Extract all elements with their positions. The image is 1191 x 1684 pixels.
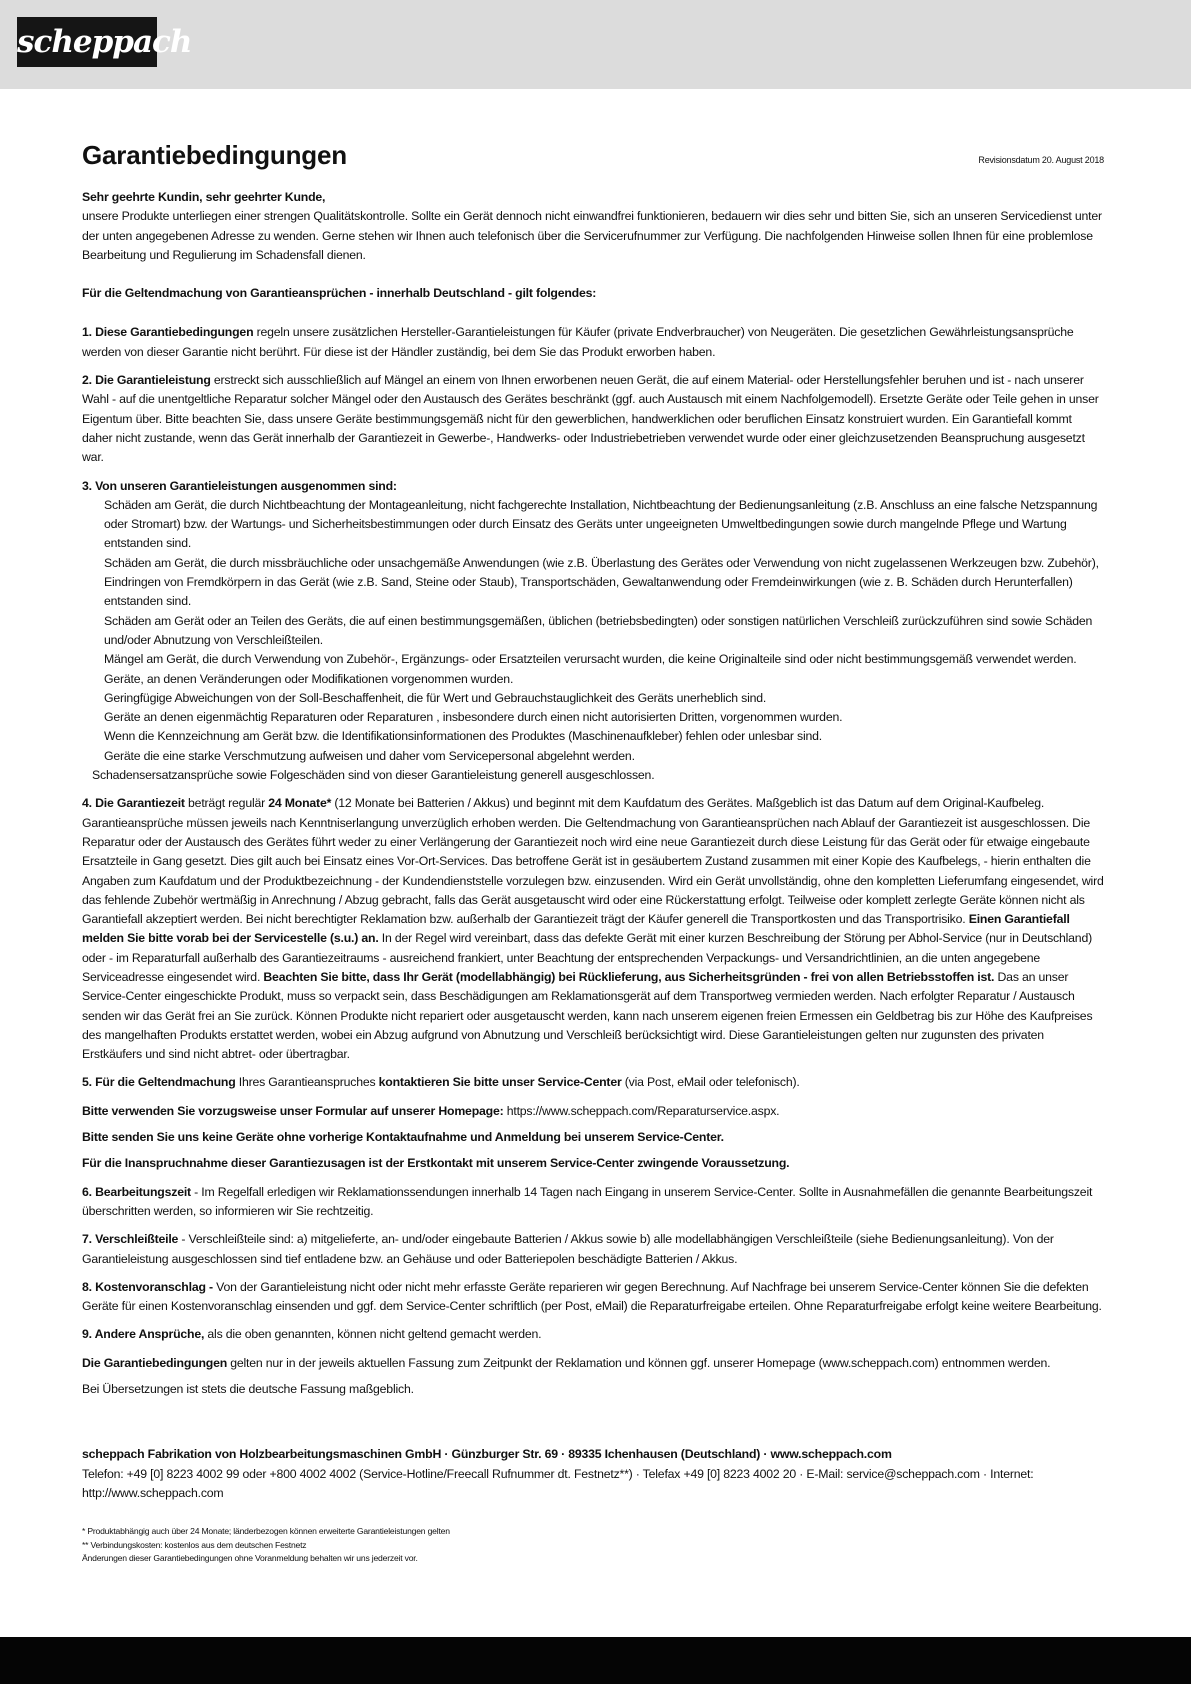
list-item: Mängel am Gerät, die durch Verwendung von Zubehör-, Ergänzungs- oder Ersatzteilen verursacht wurden, die keine Originalteile sind oder nicht bestimmungsgemäß verwendet werden.: [104, 652, 1077, 667]
company-footer: [82, 1445, 1104, 1503]
first-contact-note: Für die Inanspruchnahme dieser Garantiezusagen ist der Erstkontakt mit unserem Service-Center zwingende Voraussetzung.: [82, 1156, 790, 1171]
title-row: [82, 134, 1104, 170]
company-contact: Telefon: +49 [0] 8223 4002 99 oder +800 4002 4002 (Service-Hotline/Freecall Rufnummer dt. Festnetz**) · Telefax +49 [0] 8223 4002 20 · E-Mail: service@scheppach.com · Internet: http://www.scheppach.com: [82, 1466, 1034, 1500]
section-6: 6. Bearbeitungszeit - Im Regelfall erledigen wir Reklamationssendungen innerhalb 14 Tagen nach Eingang in unserem Service-Center. Sollte in Ausnahmefällen die genannte Bearbeitungszeit überschritten werden, so informieren wir Sie rechtzeitig.: [82, 1184, 1093, 1218]
exclusions-summary: Schadensersatzansprüche sowie Folgeschäden sind von dieser Garantieleistung generell ausgeschlossen.: [92, 768, 655, 783]
scheppach-logo: scheppach: [17, 17, 157, 67]
revision-date: Revisionsdatum 20. August 2018: [978, 155, 1104, 165]
page-title: Garantiebedingungen: [82, 140, 347, 170]
section-8: 8. Kostenvoranschlag - Von der Garantieleistung nicht oder nicht mehr erfasste Geräte reparieren wir gegen Berechnung. Auf Nachfrage bei unserem Service-Center können Sie die defekten Geräte für einen Kostenvoranschlag einsenden und ggf. dem Service-Center schriftlich (per Post, eMail) die Reparaturfreigabe erteilen. Ohne Reparaturfreigabe erfolgt keine weitere Bearbeitung.: [82, 1279, 1102, 1314]
section-5: 5. Für die Geltendmachung Ihres Garantieanspruches kontaktieren Sie bitte unser Service-Center (via Post, eMail oder telefonisch).: [82, 1075, 800, 1090]
repair-form-link[interactable]: https://www.scheppach.com/Reparaturservice.aspx.: [503, 1103, 780, 1118]
footnotes: [82, 1525, 1104, 1566]
exclusions-list: [82, 496, 1104, 766]
section-1: 1. Diese Garantiebedingungen regeln unsere zusätzlichen Hersteller-Garantieleistungen für Käufer (private Endverbraucher) von Neugeräten. Die gesetzlichen Gewährleistungsansprüche werden von dieser Garantie nicht berührt. Für diese ist der Händler zuständig, bei dem Sie das Produkt erworben haben.: [82, 325, 1074, 359]
section-3-title: 3. Von unseren Garantieleistungen ausgenommen sind:: [82, 478, 397, 493]
greeting: Sehr geehrte Kundin, sehr geehrter Kunde,: [82, 190, 326, 204]
footnote: Änderungen dieser Garantiebedingungen ohne Voranmeldung behalten wir uns jederzeit vor.: [82, 1553, 418, 1564]
header-bar: [0, 0, 1191, 89]
list-item: Geräte die eine starke Verschmutzung aufweisen und daher vom Servicepersonal abgelehnt werden.: [104, 748, 635, 763]
document-body: [82, 134, 1104, 1566]
validity-note: Die Garantiebedingungen gelten nur in der jeweils aktuellen Fassung zum Zeitpunkt der Reklamation und können ggf. unserer Homepage (www.scheppach.com) entnommen werden.: [82, 1355, 1051, 1370]
footer-bar: [0, 1637, 1191, 1684]
list-item: Geringfügige Abweichungen von der Soll-Beschaffenheit, die für Wert und Gebrauchstauglichkeit des Geräts unerheblich sind.: [104, 690, 767, 705]
footnote: * Produktabhängig auch über 24 Monate; länderbezogen können erweiterte Garantieleistungen gelten: [82, 1526, 450, 1537]
homepage-note: Bitte verwenden Sie vorzugsweise unser Formular auf unserer Homepage: https://www.scheppach.com/Reparaturservice.aspx.: [82, 1103, 780, 1118]
section-9: 9. Andere Ansprüche, als die oben genannten, können nicht geltend gemacht werden.: [82, 1327, 542, 1342]
list-item: Wenn die Kennzeichnung am Gerät bzw. die Identifikationsinformationen des Produktes (Maschinenaufkleber) fehlen oder unlesbar sind.: [104, 729, 822, 744]
list-item: Schäden am Gerät, die durch missbräuchliche oder unsachgemäße Anwendungen (wie z.B. Überlastung des Gerätes oder Verwendung von nicht zugelassenen Werkzeugen bzw. Zubehör), Eindringen von Fremdkörpern in das Gerät (wie z.B. Sand, Steine oder Staub), Transportschäden, Gewaltanwendung oder Fremdeinwirkungen (wie z. B. Schäden durch Herunterfallen) entstanden sind.: [104, 555, 1099, 609]
translation-note: Bei Übersetzungen ist stets die deutsche Fassung maßgeblich.: [82, 1382, 414, 1397]
section-2: 2. Die Garantieleistung erstreckt sich ausschließlich auf Mängel an einem von Ihnen erworbenen neuen Gerät, die auf einem Material- oder Herstellungsfehler beruhen und ist - nach unserer Wahl - auf die unentgeltliche Reparatur solcher Mängel oder den Austausch des Gerätes beschränkt (ggf. auch Austausch mit einem Nachfolgemodell). Ersetzte Geräte oder Teile gehen in unser Eigentum über. Bitte beachten Sie, dass unsere Geräte bestimmungsgemäß nicht für den gewerblichen, handwerklichen oder beruflichen Einsatz konstruiert wurden. Ein Garantiefall kommt daher nicht zustande, wenn das Gerät innerhalb der Garantiezeit in Gewerbe-, Handwerks- oder Industriebetrieben verwendet wurde oder einer gleichzusetzenden Beanspruchung ausgesetzt war.: [82, 373, 1099, 465]
section-4: 4. Die Garantiezeit beträgt regulär 24 Monate* (12 Monate bei Batterien / Akkus) und beginnt mit dem Kaufdatum des Gerätes. Maßgeblich ist das Datum auf dem Original-Kaufbeleg. Garantieansprüche müssen jeweils nach Kenntniserlangung unverzüglich erhoben werden. Die Geltendmachung von Garantieansprüchen nach Ablauf der Garantiezeit ist ausgeschlossen. Die Reparatur oder der Austausch des Gerätes führt weder zu einer Verlängerung der Garantiezeit noch wird eine neue Garantiezeit durch diese Leistung für das Gerät oder für etwaige eingebaute Ersatzteile in Gang gesetzt. Dies gilt auch bei Einsatz eines Vor-Ort-Services. Das betroffene Gerät ist in gesäubertem Zustand zusammen mit einer Kopie des Kaufbelegs, - hierin enthalten die Angaben zum Kaufdatum und der Produktbezeichnung - der Kundendienststelle vorzulegen bzw. einzusenden. Wird ein Gerät unvollständig, ohne den kompletten Lieferumfang eingesendet, wird das fehlende Zubehör wertmäßig in Anrechnung / Abzug gebracht, falls das Gerät ausgetauscht wird oder eine Rückerstattung erfolgt. Teilweise oder komplett zerlegte Geräte können nicht als Garantiefall akzeptiert werden. Bei nicht berechtigter Reklamation bzw. außerhalb der Garantiezeit trägt der Käufer generell die Transportkosten und das Transportrisiko. Einen Garantiefall melden Sie bitte vorab bei der Servicestelle (s.u.) an. In der Regel wird vereinbart, dass das defekte Gerät mit einer kurzen Beschreibung der Störung per Abhol-Service (nur in Deutschland) oder - im Reparaturfall außerhalb des Garantiezeitraums - ausreichend frankiert, unter Beachtung der entsprechenden Verpackungs- und Versandrichtlinien, an die unten angegebene Serviceadresse eingesendet wird. Beachten Sie bitte, dass Ihr Gerät (modellabhängig) bei Rücklieferung, aus Sicherheitsgründen - frei von allen Betriebsstoffen ist. Das an unser Service-Center eingeschickte Produkt, muss so verpackt sein, dass Beschädigungen am Reklamationsgerät auf dem Transportweg vermieden werden. Nach erfolgter Reparatur / Austausch senden wir das Gerät frei an Sie zurück. Können Produkte nicht repariert oder ausgetauscht werden, kann nach unserem eigenen freien Ermessen ein Geldbetrag bis zur Höhe des Kaufpreises des mangelhaften Produkts erstattet werden, wobei ein Abzug aufgrund von Abnutzung und Verschleiß berücksichtigt wird. Diese Garantieleistungen gelten nur zugunsten des privaten Erstkäufers und sind nicht abtret- oder übertragbar.: [82, 796, 1104, 1062]
scope-heading: Für die Geltendmachung von Garantieansprüchen - innerhalb Deutschland - gilt folgendes:: [82, 286, 597, 301]
footnote: ** Verbindungskosten: kostenlos aus dem deutschen Festnetz: [82, 1539, 307, 1550]
section-7: 7. Verschleißteile - Verschleißteile sind: a) mitgelieferte, an- und/oder eingebaute Batterien / Akkus sowie b) alle modellabhängigen Verschleißteile (siehe Bedienungsanleitung). Von der Garantieleistung ausgeschlossen sind tief entladene bzw. an Gehäuse und oder Batteriepolen beschädigte Batterien / Akkus.: [82, 1232, 1054, 1266]
list-item: Schäden am Gerät, die durch Nichtbeachtung der Montageanleitung, nicht fachgerechte Installation, Nichtbeachtung der Bedienungsanleitung (z.B. Anschluss an eine falsche Netzspannung oder Stromart) bzw. der Wartungs- und Sicherheitsbestimmungen oder durch Einsatz des Geräts unter ungeeigneten Umweltbedingungen sowie durch mangelnde Pflege und Wartung entstanden sind.: [104, 497, 1098, 551]
company-address: scheppach Fabrikation von Holzbearbeitungsmaschinen GmbH · Günzburger Str. 69 · 89335 Ichenhausen (Deutschland) · www.scheppach.com: [82, 1447, 892, 1462]
list-item: Geräte an denen eigenmächtig Reparaturen oder Reparaturen , insbesondere durch einen nicht autorisierten Dritten, vorgenommen wurden.: [104, 710, 843, 725]
list-item: Schäden am Gerät oder an Teilen des Geräts, die auf einen bestimmungsgemäßen, üblichen (betriebsbedingten) oder sonstigen natürlichen Verschleiß zurückzuführen sind sowie Schäden und/oder Abnutzung von Verschleißteilen.: [104, 613, 1093, 647]
list-item: Geräte, an denen Veränderungen oder Modifikationen vorgenommen wurden.: [104, 671, 514, 686]
intro-text: unsere Produkte unterliegen einer strengen Qualitätskontrolle. Sollte ein Gerät dennoch nicht einwandfrei funktionieren, bedauern wir dies sehr und bitten Sie, sich an unseren Servicedienst unter der unten angegebenen Adresse zu wenden. Gerne stehen wir Ihnen auch telefonisch über die Servicerufnummer zur Verfügung. Die nachfolgenden Hinweise sollen Ihnen für eine problemlose Bearbeitung und Regulierung im Schadensfall dienen.: [82, 209, 1102, 262]
no-devices-note: Bitte senden Sie uns keine Geräte ohne vorherige Kontaktaufnahme und Anmeldung bei unserem Service-Center.: [82, 1130, 724, 1145]
